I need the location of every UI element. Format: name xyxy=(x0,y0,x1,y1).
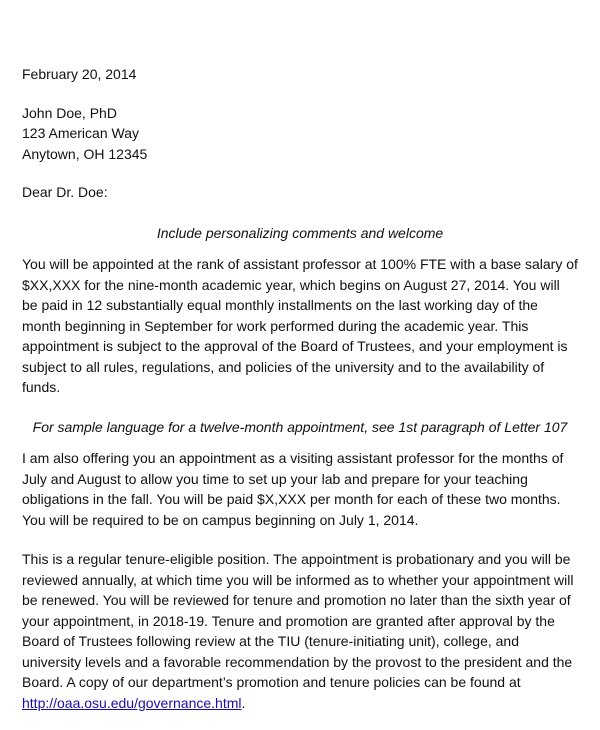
letter-date: February 20, 2014 xyxy=(22,66,137,82)
personalize-note: Include personalizing comments and welcome xyxy=(156,224,444,241)
sample-language-note: For sample language for a twelve-month appointment, see 1st paragraph of Letter 107 xyxy=(32,418,568,435)
letter-page xyxy=(22,64,578,713)
link-period: . xyxy=(241,694,246,711)
recipient-street: 123 American Way xyxy=(22,125,139,141)
tenure-paragraph-text: This is a regular tenure-eligible position. The appointment is probationary and you will be reviewed annually, at which time you will be informed as to whether your appointment will be renewed. You will be reviewed for tenure and promotion no later than the sixth year of your appointment, in 2018-19. Tenure and promotion are granted after approval by the Board of Trustees following review at the TIU (tenure-initiating unit), college, and university levels and a favorable recommendation by the provost to the president and the Board. A copy of our department’s promotion and tenure policies can be found at xyxy=(22,551,574,690)
visiting-appointment-paragraph: I am also offering you an appointment as a visiting assistant professor for the months of July and August to allow you time to set up your lab and prepare for your teaching obligations in the fall. You will be paid $X,XXX per month for each of these two months. You will be required to be on campus beginning on July 1, 2014. xyxy=(22,450,564,528)
recipient-address xyxy=(22,103,578,165)
governance-link[interactable]: http://oaa.osu.edu/governance.html xyxy=(22,694,242,711)
recipient-city: Anytown, OH 12345 xyxy=(22,145,148,162)
salary-paragraph: You will be appointed at the rank of assistant professor at 100% FTE with a base salary of $XX,XXX for the nine-month academic year, which begins on August 27, 2014. You will be paid in 12 substantially equal monthly installments on the last working day of the month beginning in September for work performed during the academic year. This appointment is subject to the approval of the Board of Trustees, and your employment is subject to all rules, regulations, and policies of the university and to the availability of funds. xyxy=(22,256,578,395)
recipient-name: John Doe, PhD xyxy=(22,104,117,121)
salutation: Dear Dr. Doe: xyxy=(22,184,108,200)
tenure-paragraph xyxy=(22,549,578,713)
